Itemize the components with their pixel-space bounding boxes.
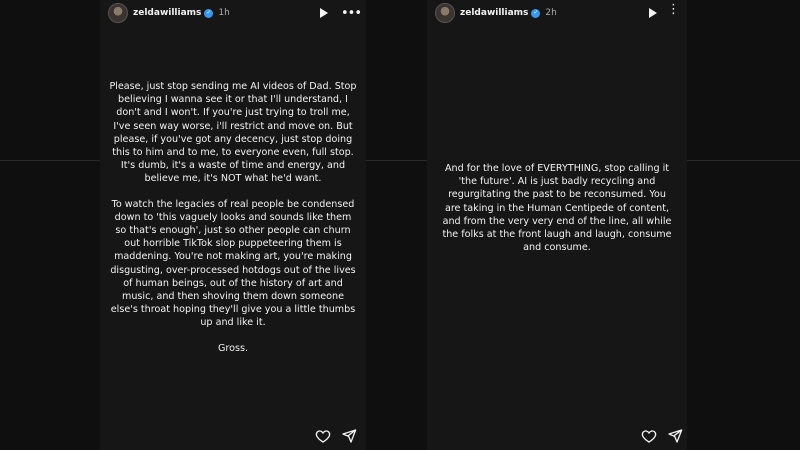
send-icon[interactable] [667, 428, 683, 444]
story-text [108, 80, 358, 367]
timestamp: 1h [218, 8, 230, 18]
timestamp: 2h [545, 8, 557, 18]
story-header [427, 0, 687, 26]
play-icon[interactable] [649, 8, 657, 18]
story-panel-1[interactable] [100, 0, 366, 450]
story-text [441, 162, 673, 266]
story-paragraph: To watch the legacies of real people be condensed down to 'this vaguely looks and sounds like them so that's enough', just so other people can churn out horrible TikTok slop puppeteering them is maddening. You're not making art, you're making disgusting, over-processed hotdogs out of the lives of human beings, out of the history of art and music, and then shoving them down someone else's throat hoping they'll give you a little thumbs up and like it. [110, 198, 356, 329]
more-icon[interactable]: ••• [341, 6, 362, 21]
story-paragraph: And for the love of EVERYTHING, stop calling it 'the future'. AI is just badly recycling and regurgitating the past to be reconsumed. You are taking in the Human Centipede of content, and from the very very end of the line, all while the folks at the front laugh and laugh, consume and consume. [442, 163, 672, 254]
avatar[interactable] [108, 3, 128, 23]
heart-icon[interactable] [315, 428, 331, 444]
story-panel-2[interactable] [427, 0, 687, 450]
story-paragraph: Gross. [217, 342, 249, 354]
more-icon[interactable]: ⋮ [667, 2, 679, 17]
heart-icon[interactable] [641, 428, 657, 444]
story-actions [641, 428, 683, 444]
verified-badge-icon: ✓ [206, 9, 212, 16]
story-paragraph: Please, just stop sending me AI videos of Dad. Stop believing I wanna see it or that I'll understand, I don't and I won't. If you're just trying to troll me, I've seen way worse, i'll restrict and move on. But please, if you've got any decency, just stop doing this to him and to me, to everyone even, full stop. It's dumb, it's a waste of time and energy, and believe me, it's NOT what he'd want. [109, 81, 357, 185]
play-icon[interactable] [320, 8, 328, 18]
story-actions [315, 428, 357, 444]
username[interactable]: zeldawilliams [460, 8, 529, 18]
username[interactable]: zeldawilliams [133, 8, 202, 18]
avatar[interactable] [435, 3, 455, 23]
verified-badge-icon: ✓ [533, 9, 539, 16]
send-icon[interactable] [341, 428, 357, 444]
